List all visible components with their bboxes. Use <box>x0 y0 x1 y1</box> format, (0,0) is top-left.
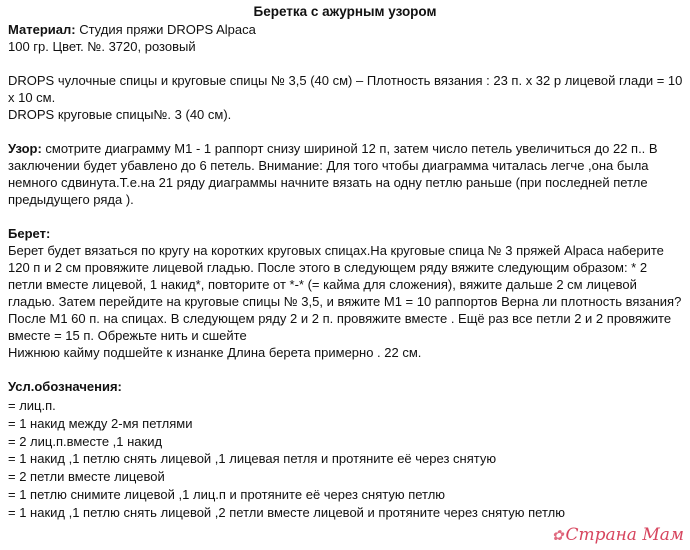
beret-hem-line: Нижнюю кайму подшейте к изнанке Длина берета примерно . 22 см. <box>8 345 422 360</box>
pattern-paragraph <box>8 140 684 208</box>
page-title: Беретка с ажурным узором <box>253 4 437 19</box>
watermark-text: Страна Мам <box>565 525 684 545</box>
pattern-text: смотрите диаграмму М1 - 1 раппорт снизу шириной 12 п, затем число петель увеличиться до 22 п.. В заключении будет убавлено до 6 петель. Внимание: Для того чтобы диаграмма читалась легче ,она была немного сдвинута.Т.е.на 21 ряду диаграммы начните вязать на одну петлю раньше (при последней петле предыдущего ряда ). <box>8 141 658 207</box>
legend-list <box>8 397 684 522</box>
material-line <box>8 21 684 38</box>
legend-item: = 2 лиц.п.вместе ,1 накид <box>8 433 163 449</box>
legend-item: = 1 накид ,1 петлю снять лицевой ,1 лицевая петля и протяните её через снятую <box>8 451 497 467</box>
beret-label: Берет: <box>8 226 51 241</box>
beret-paragraph: Берет будет вязаться по кругу на коротких круговых спицах.На круговые спица № 3 пряжей Alpaca наберите 120 п и 2 см провяжите лицевой гладью. После этого в следующем ряду вяжите следующим образом: * 2 петли вместе лицевой, 1 накид*, повторите от *-* (= кайма для сложения), вяжите дальше 2 см лицевой гладью. Затем перейдите на круговые спицы № 3,5, и вяжите М1 = 10 раппортов Верна ли плотность вязания? После М1 60 п. на спицах. В следующем ряду 2 и 2 п. провяжите вместе . Ещё раз все петли 2 и 2 провяжите вместе = 15 п. Обрежьте нить и сшейте <box>8 243 682 343</box>
beret-heading <box>8 225 684 242</box>
material-color-line: 100 гр. Цвет. №. 3720, розовый <box>8 39 196 54</box>
site-watermark <box>552 527 684 545</box>
material-label: Материал: <box>8 22 76 37</box>
legend-item: = 2 петли вместе лицевой <box>8 469 165 485</box>
pattern-label: Узор: <box>8 141 42 156</box>
needles-line: DROPS чулочные спицы и круговые спицы № 3,5 (40 см) – Плотность вязания : 23 п. х 32 р лицевой глади = 10 х 10 см. <box>8 73 683 105</box>
material-text: Студия пряжи DROPS Alpaca <box>75 22 256 37</box>
legend-item: = 1 накид ,1 петлю снять лицевой ,2 петли вместе лицевой и протяните через снятую петлю <box>8 504 565 520</box>
legend-label: Усл.обозначения: <box>8 379 122 394</box>
legend-item: = 1 петлю снимите лицевой ,1 лиц.п и протяните её через снятую петлю <box>8 486 446 502</box>
document-body <box>8 21 684 522</box>
legend-item: = лиц.п. <box>8 398 56 413</box>
legend-heading <box>8 378 684 395</box>
legend-item: = 1 накид между 2-мя петлями <box>8 415 193 431</box>
flower-icon: ✿ <box>551 528 564 544</box>
circular-needles-line: DROPS круговые спицы№. 3 (40 см). <box>8 107 232 122</box>
